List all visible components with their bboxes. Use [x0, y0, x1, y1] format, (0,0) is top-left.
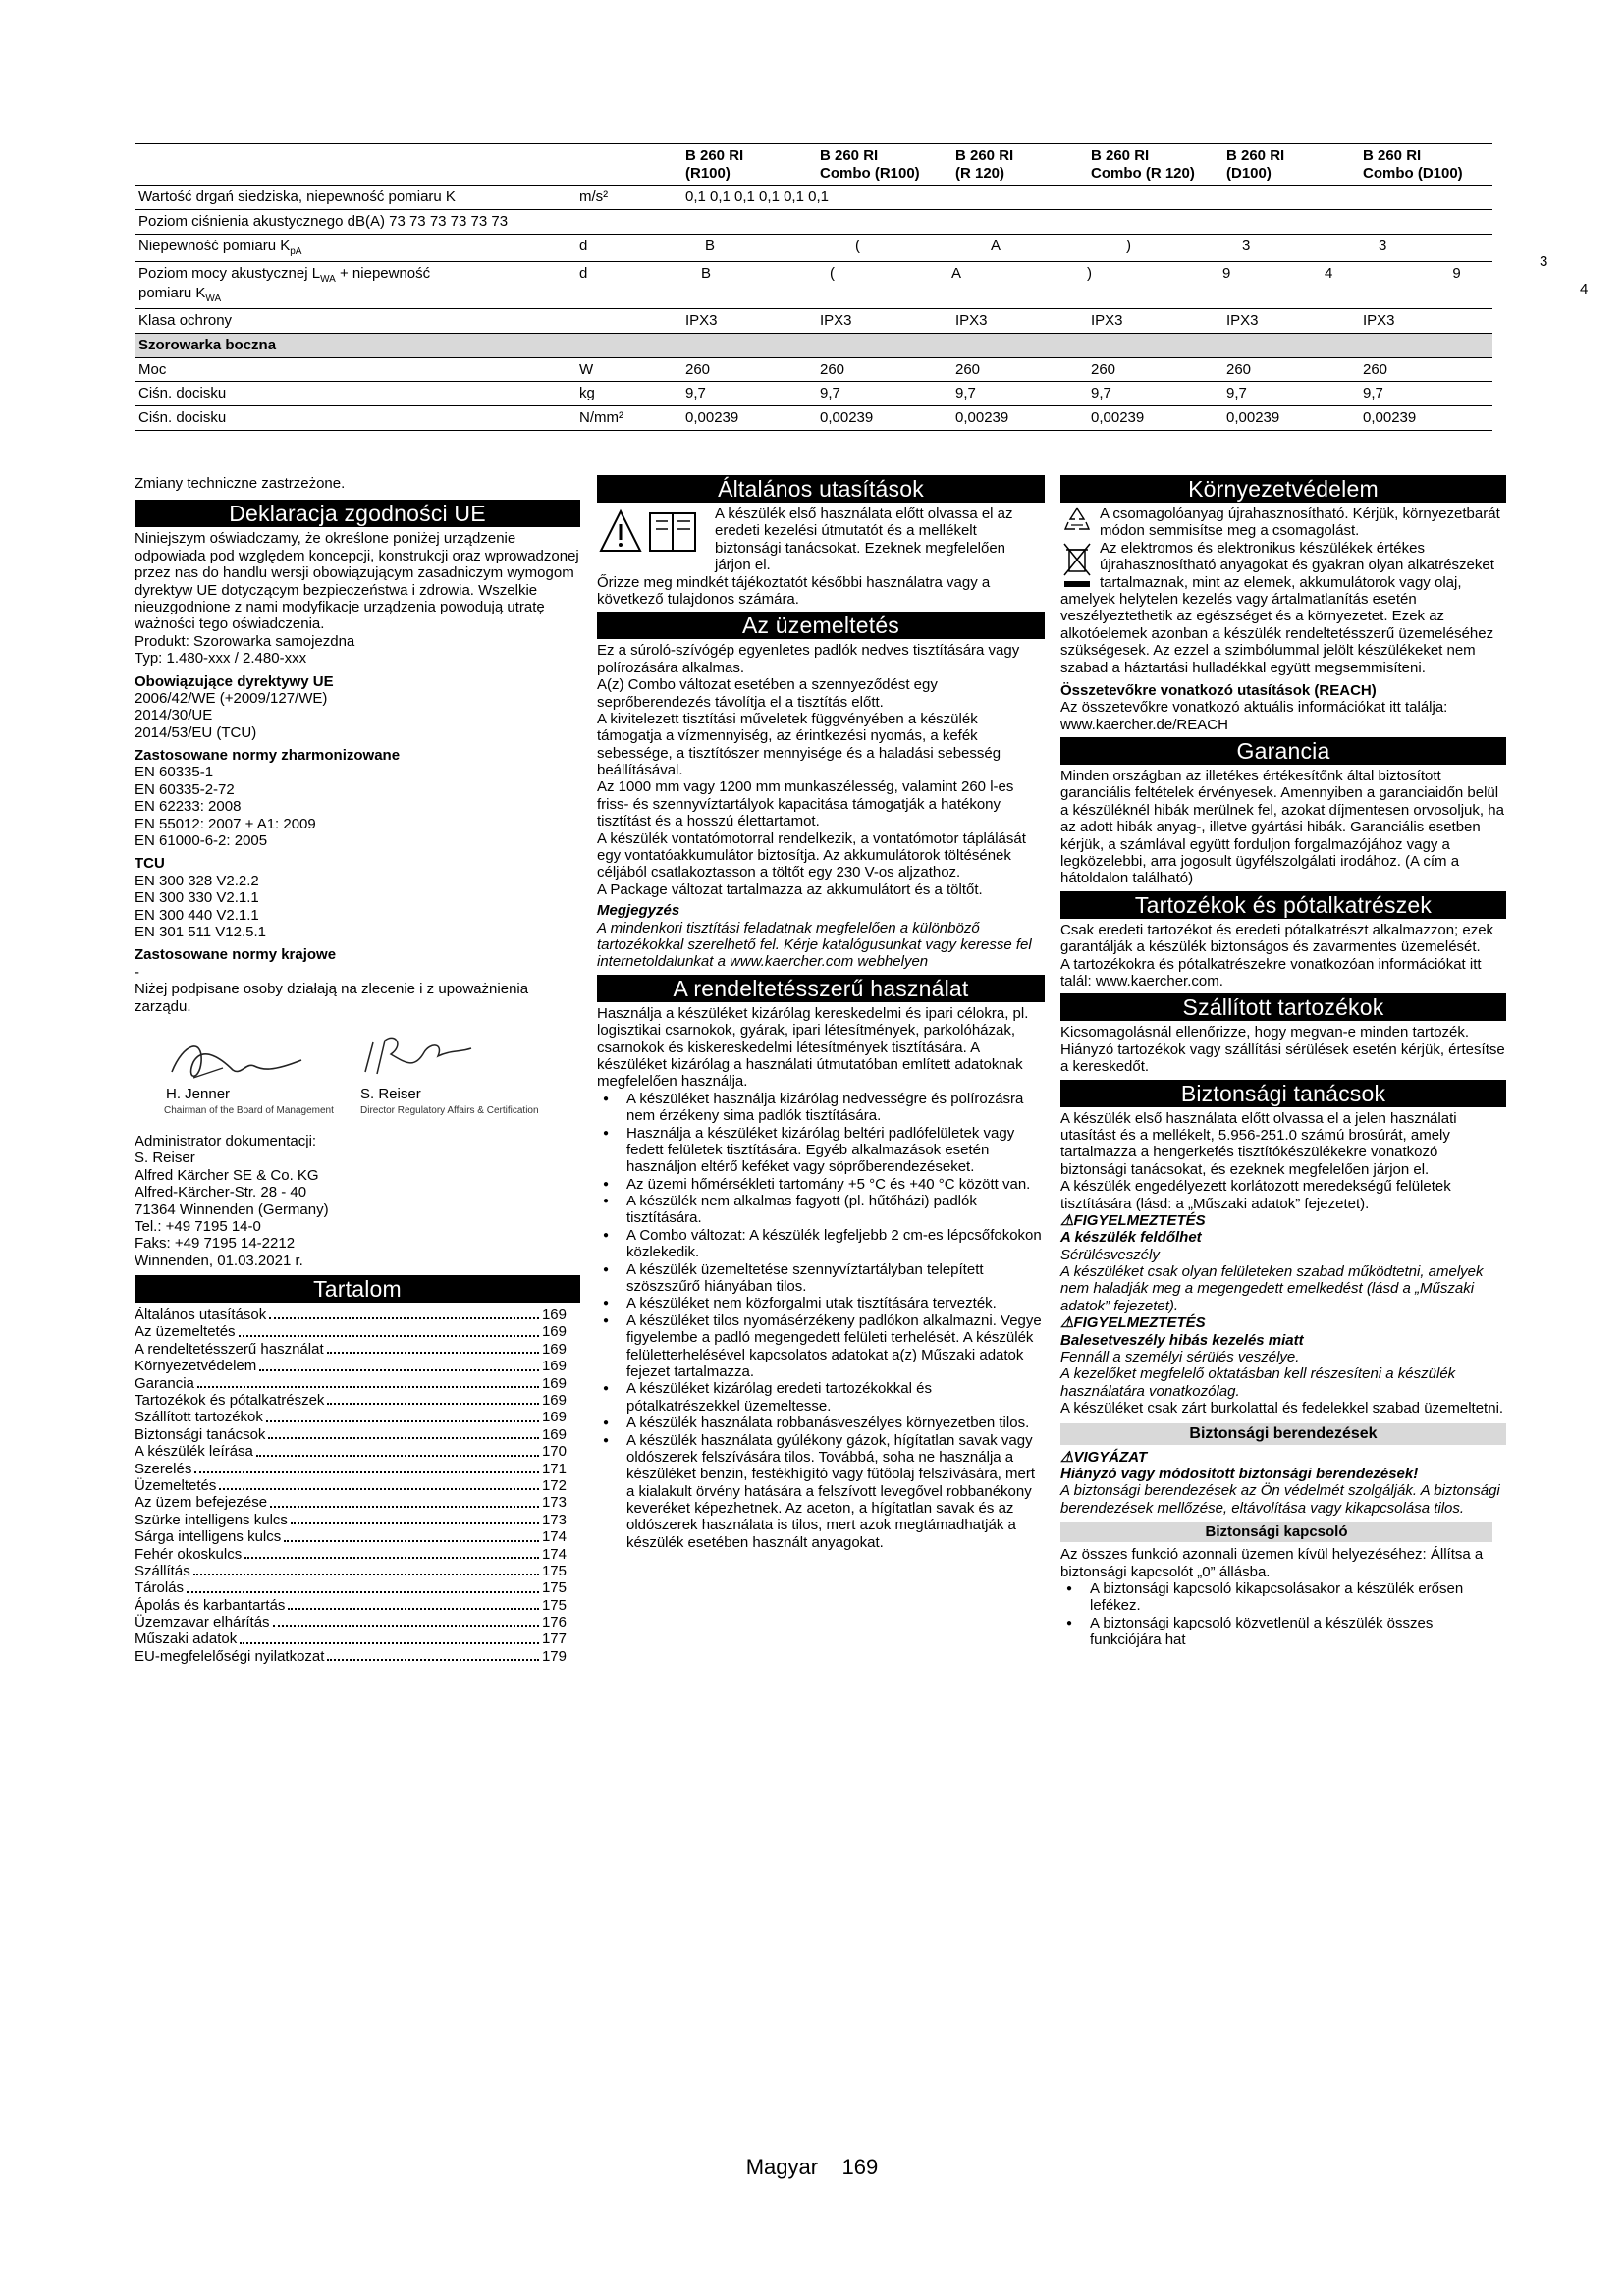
list-item: ● A készüléket kizárólag eredeti tartozékokkal és pótalkatrészekkel üzemeltesse. [597, 1380, 1045, 1415]
page-number: 169 [841, 2155, 879, 2179]
safety-text: A készüléket csak zárt burkolattal és fedelekkel szabad üzemeltetni. [1060, 1400, 1504, 1417]
cell-text: A [991, 237, 1001, 254]
warning-title: A készülék feldőlhet [1060, 1229, 1202, 1247]
row-label: Poziom ciśnienia akustycznego dB(A) 73 73 73 73 73 73 [135, 210, 575, 235]
toc-entry[interactable] [135, 1426, 567, 1443]
toc-page: 169 [541, 1374, 567, 1392]
toc-title: Üzemeltetés [135, 1476, 217, 1494]
norm-item: EN 60335-2-72 [135, 780, 235, 798]
toc-page: 175 [541, 1562, 567, 1579]
table-row [135, 261, 1492, 309]
signer-name: H. Jenner [166, 1085, 231, 1102]
row-value: IPX3 [1222, 309, 1359, 334]
warning-book-icon [599, 507, 707, 559]
row-value: 260 [1222, 357, 1359, 382]
toc-title: Szállítás [135, 1562, 190, 1579]
toc-title: Garancia [135, 1374, 194, 1392]
overflow-value: 4 [1580, 281, 1589, 297]
tcu-item: EN 300 328 V2.2.2 [135, 872, 259, 889]
toc-page: 174 [541, 1528, 567, 1546]
table-row [135, 186, 1492, 210]
operation-text: A(z) Combo változat esetében a szennyeződést egy seprőberendezés távolítja el a tisztítás előtt. [597, 676, 938, 711]
intended-list [597, 1091, 1045, 1552]
row-value [1222, 261, 1359, 309]
toc-entry[interactable] [135, 1409, 567, 1425]
toc-page: 174 [541, 1545, 567, 1563]
toc-title: Szállított tartozékok [135, 1409, 263, 1426]
local-norms-dash: - [135, 963, 139, 981]
norm-item: EN 62233: 2008 [135, 798, 242, 816]
cell-text: 9 [1222, 264, 1231, 282]
list-item: ● A készüléket nem közforgalmi utak tisztítására tervezték. [597, 1295, 1045, 1311]
toc-entry[interactable] [135, 1597, 567, 1614]
toc-title: Általános utasítások [135, 1307, 267, 1324]
toc-page: 177 [541, 1630, 567, 1648]
row-value [951, 261, 1087, 309]
safety-text: A készülék első használata előtt olvassa el a jelen használati utasítást és a mellékelt, 5.956-251.0 számú brosúrát, amely tartalmazza a hengerkefés tisztítókészülékekre vonatkozó biztonsági tanácsokat, és ezeknek megfelelően járjon el. [1060, 1109, 1457, 1178]
model-r100: B 260 RI (R100) [685, 147, 744, 182]
spec-table [135, 143, 1492, 431]
row-value [951, 234, 1087, 261]
toc-page: 169 [541, 1358, 567, 1375]
row-value: 0,00239 [1222, 405, 1359, 430]
directive-item: 2014/30/UE [135, 707, 213, 724]
section-heading: Környezetvédelem [1060, 475, 1506, 503]
toc-entry[interactable] [135, 1375, 567, 1392]
signatures [135, 1015, 580, 1133]
toc-page: 179 [541, 1647, 567, 1665]
toc-entry[interactable] [135, 1563, 567, 1579]
list-item: ● A készüléket használja kizárólag nedvességre és polírozásra nem érzékeny sima padlók tisztítására. [597, 1091, 1045, 1125]
accessories-text: Csak eredeti tartozékot és eredeti pótalkatrészt alkalmazzon; ezek garantálják a készülék biztonságos és zavarmentes üzemelését. [1060, 921, 1494, 956]
model-r120: B 260 RI (R 120) [955, 147, 1014, 182]
table-row [135, 357, 1492, 382]
decl-text: Niniejszym oświadczamy, że określone poniżej urządzenie odpowiada pod względem koncepcji, konstrukcji oraz wprowadzonej przez nas do handlu wersji obowiązującym zasadniczym wymogom dyrektyw UE dotyczącym bezpieczeństwa i zdrowia. Wszelkie nieuzgodnione z nami modyfikacje urządzenia powodują utratę ważności tego oświadczenia. [135, 530, 579, 633]
toc-entry[interactable] [135, 1358, 567, 1374]
signer-name: S. Reiser [360, 1085, 421, 1102]
env-text: A csomagolóanyag újrahasznosítható. Kérjük, környezetbarát módon semmisítse meg a csomagolást. [1100, 506, 1500, 540]
weee-bin-icon [1062, 542, 1092, 591]
row-value: IPX3 [1359, 309, 1492, 334]
cell-text: 3 [1379, 237, 1387, 254]
table-row [135, 210, 1492, 235]
spec-header-model [951, 144, 1087, 186]
supplied-text: Kicsomagolásnál ellenőrizze, hogy megvan-e minden tartozék. Hiányzó tartozékok vagy szállítási sérülések esetén kérjük, értesítse a kereskedőt. [1060, 1024, 1505, 1076]
toc-title: Fehér okoskulcs [135, 1545, 243, 1563]
norms-title: Zastosowane normy zharmonizowane [135, 747, 401, 765]
row-unit: m/s² [575, 186, 681, 210]
note-text: A mindenkori tisztítási feladatnak megfelelően a különböző tartozékokkal szerelhető fel. Kérje katalógusunkat vagy keresse fel internetoldalunkat a www.kaercher.com webhelyen [597, 919, 1032, 971]
warranty-text: Minden országban az illetékes értékesítőnk által biztosított garanciális feltételek érvényesek. Amennyiben a garanciaidőn belül a készüléknél hibák merülnek fel, azokat díjmentesen orvosoljuk, ha az adott hibák anyag-, illetve gyártási hibák. Garanciális esetben kérjük, a számlával együtt forduljon forgalmazójához vagy a legközelebbi, arra jogosult ügyfélszolgálati irodához. (A cím a hátoldalon található) [1060, 768, 1504, 887]
toc-page: 170 [541, 1443, 567, 1461]
row-value: 260 [816, 357, 951, 382]
row-label: Wartość drgań siedziska, niepewność pomiaru K [135, 186, 575, 210]
toc-page: 176 [541, 1614, 567, 1631]
section-heading: Tartozékok és pótalkatrészek [1060, 891, 1506, 919]
column-left [135, 475, 580, 1665]
row-value [1222, 234, 1359, 261]
toc-title: Környezetvédelem [135, 1358, 257, 1375]
row-unit: d [575, 234, 681, 261]
toc-entry[interactable] [135, 1307, 567, 1323]
page-footer [0, 2155, 1624, 2180]
decl-product: Produkt: Szorowarka samojezdna [135, 632, 355, 650]
directives-title: Obowiązujące dyrektywy UE [135, 672, 334, 690]
toc-page: 169 [541, 1323, 567, 1341]
list-item: ● A biztonsági kapcsoló közvetlenül a készülék összes funkciójára hat [1060, 1615, 1492, 1649]
toc-title: Szürke intelligens kulcs [135, 1511, 288, 1528]
decl-type: Typ: 1.480-xxx / 2.480-xxx [135, 650, 307, 667]
reach-text: Az összetevőkre vonatkozó aktuális információkat itt találja: www.kaercher.de/REACH [1060, 699, 1448, 733]
toc-entry[interactable] [135, 1512, 567, 1528]
tcu-item: EN 301 511 V12.5.1 [135, 923, 266, 940]
list-item: ● A készülék nem alkalmas fagyott (pl. hűtőházi) padlók tisztítására. [597, 1193, 1045, 1227]
row-value: 260 [681, 357, 816, 382]
changes-note: Zmiany techniczne zastrzeżone. [135, 475, 346, 492]
norm-item: EN 61000-6-2: 2005 [135, 832, 268, 850]
toc-page: 169 [541, 1392, 567, 1410]
safety-text: A készülék engedélyezett korlátozott meredekségű felületek tisztítására (lásd: a „Műszaki adatok” fejezetet). [1060, 1178, 1451, 1212]
cell-text: 4 [1325, 264, 1333, 282]
toc-page: 169 [541, 1340, 567, 1358]
toc-page: 173 [541, 1494, 567, 1512]
toc-entry[interactable] [135, 1461, 567, 1477]
admin-line: Tel.: +49 7195 14-0 [135, 1217, 261, 1235]
toc-entry[interactable] [135, 1443, 567, 1460]
row-value [1087, 234, 1222, 261]
table-of-contents [135, 1307, 567, 1665]
spec-header-empty [135, 144, 575, 186]
operation-text: A kivitelezett tisztítási műveletek függvényében a készülék támogatja a vízmennyiség, az érintkezési nyomás, a kefék sebessége, a tisztítószer mennyisége és a haladási sebesség beállításával. [597, 710, 1001, 779]
toc-title: A rendeltetésszerű használat [135, 1340, 324, 1358]
spec-header-unit [575, 144, 681, 186]
caution-title: Hiányzó vagy módosított biztonsági berendezések! [1060, 1465, 1419, 1482]
admin-line: 71364 Winnenden (Germany) [135, 1201, 329, 1218]
row-value: 0,1 0,1 0,1 0,1 0,1 0,1 [681, 186, 1492, 210]
admin-line: Administrator dokumentacji: [135, 1132, 317, 1149]
section-heading: A rendeltetésszerű használat [597, 975, 1045, 1002]
row-value: 0,00239 [1359, 405, 1492, 430]
warning-title: Balesetveszély hibás kezelés miatt [1060, 1331, 1304, 1349]
row-label: Ciśn. docisku [135, 405, 575, 430]
model-combo-r120: B 260 RI Combo (R 120) [1091, 147, 1195, 182]
warning-text: A kezelőket megfelelő oktatásban kell részesíteni a készülék használatára vonatkozólag. [1060, 1365, 1456, 1400]
toc-title: Ápolás és karbantartás [135, 1596, 286, 1614]
operation-text: A készülék vontatómotorral rendelkezik, a vontatómotor táplálását egy vontatóakkumulátor biztosítja. Az akkumulátorok töltésének céljából csatlakoztasson a töltőt egy 230 V-os aljzathoz. [597, 829, 1026, 881]
list-item: ● Az üzemi hőmérsékleti tartomány +5 °C és +40 °C között van. [597, 1176, 1045, 1193]
toc-entry[interactable] [135, 1546, 567, 1563]
spec-header-model [681, 144, 816, 186]
row-value [816, 234, 951, 261]
row-value [1359, 234, 1492, 261]
toc-entry[interactable] [135, 1614, 567, 1630]
row-value: 9,7 [681, 382, 816, 406]
cell-text: ( [830, 264, 835, 282]
row-value [681, 234, 816, 261]
general-text: Őrizze meg mindkét tájékoztatót későbbi használatra vagy a következő tulajdonos számára. [597, 573, 991, 608]
signer-role: Chairman of the Board of Management [164, 1104, 334, 1116]
toc-entry[interactable] [135, 1323, 567, 1340]
tcu-item: EN 300 330 V2.1.1 [135, 889, 259, 907]
cell-text: B [705, 237, 716, 254]
admin-line: Alfred-Kärcher-Str. 28 - 40 [135, 1184, 307, 1201]
row-value: 9,7 [951, 382, 1087, 406]
row-value: 9,7 [1359, 382, 1492, 406]
list-item: ● A készülék üzemeltetése szennyvíztartályban telepített szöszszűrő hiányában tilos. [597, 1261, 1045, 1296]
footer-language: Magyar [745, 2155, 819, 2179]
model-combo-d100: B 260 RI Combo (D100) [1363, 147, 1463, 182]
row-value: 9,7 [1222, 382, 1359, 406]
row-unit [575, 210, 681, 235]
switch-text: Az összes funkció azonnali üzemen kívül helyezéséhez: Állítsa a biztonsági kapcsolót „0” állásba. [1060, 1546, 1484, 1580]
tcu-title: TCU [135, 855, 165, 873]
admin-line: Alfred Kärcher SE & Co. KG [135, 1166, 319, 1184]
toc-entry[interactable] [135, 1392, 567, 1409]
warning-risk: Fennáll a személyi sérülés veszélye. [1060, 1349, 1300, 1366]
toc-title: A készülék leírása [135, 1443, 253, 1461]
toc-entry[interactable] [135, 1477, 567, 1494]
note-title: Megjegyzés [597, 902, 680, 920]
row-value: IPX3 [816, 309, 951, 334]
row-value: 260 [1087, 357, 1222, 382]
row-value: 0,00239 [816, 405, 951, 430]
row-value: 9,7 [816, 382, 951, 406]
toc-entry[interactable] [135, 1494, 567, 1511]
toc-title: Az üzemeltetés [135, 1323, 236, 1341]
list-item: ● A biztonsági kapcsoló kikapcsolásakor a készülék erősen lefékez. [1060, 1580, 1492, 1615]
list-item: ● Használja a készüléket kizárólag beltéri padlófelületek vagy fedett felületek tisztítására. Egyéb alkalmazások esetén használjon eltérő keféket vagy söprőberendezéseket. [597, 1125, 1045, 1176]
reach-title: Összetevőkre vonatkozó utasítások (REACH) [1060, 681, 1377, 699]
toc-page: 169 [541, 1409, 567, 1426]
cell-text: 3 [1242, 237, 1251, 254]
warning-label: ⚠FIGYELMEZTETÉS [1060, 1211, 1206, 1229]
directive-item: 2006/42/WE (+2009/127/WE) [135, 689, 328, 707]
caution-label: ⚠VIGYÁZAT [1060, 1448, 1148, 1466]
row-value [681, 210, 1492, 235]
row-value: 0,00239 [1087, 405, 1222, 430]
subsection-heading: Biztonsági kapcsoló [1060, 1522, 1492, 1542]
row-label: Niepewność pomiaru $K_{pA}$ [135, 234, 575, 261]
row-label: Klasa ochrony [135, 309, 575, 334]
cell-text: ( [855, 237, 860, 254]
toc-title: Tartozékok és pótalkatrészek [135, 1392, 325, 1410]
recycle-icon [1062, 506, 1092, 535]
row-unit: N/mm² [575, 405, 681, 430]
model-combo-r100: B 260 RI Combo (R100) [820, 147, 920, 182]
admin-line: Faks: +49 7195 14-2212 [135, 1235, 296, 1253]
column-middle [597, 475, 1045, 1551]
admin-line: Winnenden, 01.03.2021 r. [135, 1252, 303, 1269]
section-heading: Deklaracja zgodności UE [135, 500, 580, 527]
list-item: ● A Combo változat: A készülék legfeljebb 2 cm-es lépcsőfokokon közlekedik. [597, 1227, 1045, 1261]
section-heading: Általános utasítások [597, 475, 1045, 503]
local-norms-title: Zastosowane normy krajowe [135, 946, 337, 964]
spec-header-model [1087, 144, 1222, 186]
section-heading: Szállított tartozékok [1060, 993, 1506, 1021]
operation-text: Ez a súroló-szívógép egyenletes padlók nedves tisztítására vagy polírozására alkalmas. [597, 642, 1020, 676]
cell-text: B [701, 264, 712, 282]
accessories-text: A tartozékokra és pótalkatrészekre vonatkozóan információkat itt talál: www.kaercher.com. [1060, 955, 1482, 989]
row-value: 0,00239 [681, 405, 816, 430]
norm-item: EN 60335-1 [135, 764, 214, 781]
toc-entry[interactable] [135, 1648, 567, 1665]
column-right [1060, 475, 1506, 1648]
row-label: Ciśn. docisku [135, 382, 575, 406]
row-unit [575, 309, 681, 334]
table-row [135, 405, 1492, 430]
row-value: 9,7 [1087, 382, 1222, 406]
toc-title: Az üzem befejezése [135, 1494, 268, 1512]
spec-header-model [1222, 144, 1359, 186]
spec-header-row [135, 144, 1492, 186]
toc-page: 169 [541, 1425, 567, 1443]
row-unit: W [575, 357, 681, 382]
table-row [135, 382, 1492, 406]
section-label: Szorowarka boczna [135, 333, 1492, 357]
table-section-row [135, 333, 1492, 357]
directive-item: 2014/53/EU (TCU) [135, 723, 257, 741]
table-row [135, 309, 1492, 334]
toc-title: Biztonsági tanácsok [135, 1425, 266, 1443]
norm-item: EN 55012: 2007 + A1: 2009 [135, 815, 316, 832]
toc-page: 169 [541, 1307, 567, 1324]
spec-header-model [1359, 144, 1492, 186]
signers-text: Niżej podpisane osoby działają na zlecenie i z upoważnienia zarządu. [135, 981, 529, 1015]
list-item: ● A készüléket tilos nyomásérzékeny padlókon alkalmazni. Vegye figyelembe a padló megengedett felületi terhelését. A készülék felületterhelésével kapcsolatos adatokat a(z) Műszaki adatok fejezet tartalmazza. [597, 1312, 1045, 1381]
toc-entry[interactable] [135, 1341, 567, 1358]
toc-page: 175 [541, 1579, 567, 1597]
toc-title: Műszaki adatok [135, 1630, 238, 1648]
row-value: 0,00239 [951, 405, 1087, 430]
section-heading: Az üzemeltetés [597, 612, 1045, 639]
toc-page: 171 [541, 1460, 567, 1477]
row-unit: d [575, 261, 681, 309]
row-value [681, 261, 816, 309]
cell-text: A [951, 264, 962, 282]
intended-text: Használja a készüléket kizárólag kereskedelmi és ipari célokra, pl. logisztikai csarnokok, gyárak, ipari létesítmények, parkolóházak, csarnokok és kiskereskedelmi létesítmények tisztítására. A készüléket kizárólag a használati útmutatóban említett adatoknak megfelelően használja. [597, 1004, 1029, 1091]
toc-page: 175 [541, 1596, 567, 1614]
section-heading: Tartalom [135, 1275, 580, 1303]
operation-text: A Package változat tartalmazza az akkumulátort és a töltőt. [597, 881, 983, 898]
row-value: 260 [951, 357, 1087, 382]
switch-list [1060, 1580, 1492, 1649]
cell-text: ) [1126, 237, 1131, 254]
overflow-value: 3 [1540, 253, 1548, 270]
subsection-heading: Biztonsági berendezések [1060, 1423, 1506, 1445]
signature-jenner [164, 1033, 311, 1092]
row-label: Poziom mocy akustycznej $L_{WA}$ + niepewność pomiaru $K_{WA}$ [135, 261, 575, 309]
toc-page: 173 [541, 1511, 567, 1528]
list-item: ● A készülék használata gyúlékony gázok, hígítatlan savak vagy oldószerek felszívására tilos. Továbbá, soha ne használja a készüléket benzin, festékhígító vagy fűtőolaj felszívására, mert a kialakult örvény hatására a felszívott levegővel robbanékony keveréket képezhetnek. Az aceton, a hígítatlan savak és az oldószerek használata is tilos, mert azok megtámadhatják a készülék esetében használt anyagokat. [597, 1432, 1045, 1552]
cell-text: ) [1087, 264, 1092, 282]
row-value: IPX3 [1087, 309, 1222, 334]
toc-title: Tárolás [135, 1579, 185, 1597]
toc-title: EU-megfelelőségi nyilatkozat [135, 1647, 325, 1665]
model-d100: B 260 RI (D100) [1226, 147, 1285, 182]
signature-reiser [355, 1023, 493, 1087]
warning-label: ⚠FIGYELMEZTETÉS [1060, 1314, 1206, 1332]
warning-risk: Sérülésveszély [1060, 1246, 1160, 1263]
spec-header-model [816, 144, 951, 186]
signer-role: Director Regulatory Affairs & Certification [360, 1104, 539, 1116]
general-text: A készülék első használata előtt olvassa el az eredeti kezelési útmutatót és a mellékelt biztonsági tanácsokat. Ezeknek megfelelően járjon el. [715, 506, 1013, 574]
toc-entry[interactable] [135, 1579, 567, 1596]
row-value [816, 261, 951, 309]
section-heading: Garancia [1060, 737, 1506, 765]
toc-title: Üzemzavar elhárítás [135, 1614, 270, 1631]
toc-page: 172 [541, 1476, 567, 1494]
row-value: IPX3 [681, 309, 816, 334]
env-text: Az elektromos és elektronikus készülékek értékes újrahasznosítható anyagokat és gyakran olyan alkatrészeket tartalmaznak, mint az elemek, akkumulátorok vagy olaj, amelyek helytelen kezelés vagy ártalmatlanítás esetén veszélyeztethetik az egészséget és a környezetet. Ezek az alkotóelemek azonban a készülék rendeltetésszerű üzemeléséhez szükségesek. Az ezzel a szimbólummal jelölt készülékeket nem szabad a háztartási hulladékkal együtt megsemmisíteni. [1060, 539, 1494, 676]
operation-text: Az 1000 mm vagy 1200 mm munkaszélesség, valamint 260 l-es friss- és szennyvíztartályok kapacitása támogatják a hatékony tisztítást és a hosszú élettartamot. [597, 778, 1014, 830]
toc-entry[interactable] [135, 1528, 567, 1545]
list-item: ● A készülék használata robbanásveszélyes környezetben tilos. [597, 1415, 1045, 1431]
caution-text: A biztonsági berendezések az Ön védelmét szolgálják. A biztonsági berendezések mellőzése, eltávolítása vagy kikapcsolása tilos. [1060, 1482, 1500, 1517]
row-value: IPX3 [951, 309, 1087, 334]
table-row [135, 234, 1492, 261]
cell-text: 9 [1452, 264, 1461, 282]
row-value [1325, 261, 1492, 309]
toc-title: Sárga intelligens kulcs [135, 1528, 282, 1546]
row-value [1087, 261, 1222, 309]
warning-text: A készüléket csak olyan felületeken szabad működtetni, amelyek nem haladják meg a megengedett emelkedést (lásd a „Műszaki adatok” fejezetet). [1060, 1263, 1484, 1314]
row-value: 260 [1359, 357, 1492, 382]
admin-line: S. Reiser [135, 1149, 195, 1167]
row-label: Moc [135, 357, 575, 382]
toc-title: Szerelés [135, 1460, 192, 1477]
toc-entry[interactable] [135, 1630, 567, 1647]
section-heading: Biztonsági tanácsok [1060, 1080, 1506, 1107]
tcu-item: EN 300 440 V2.1.1 [135, 906, 259, 924]
row-unit: kg [575, 382, 681, 406]
